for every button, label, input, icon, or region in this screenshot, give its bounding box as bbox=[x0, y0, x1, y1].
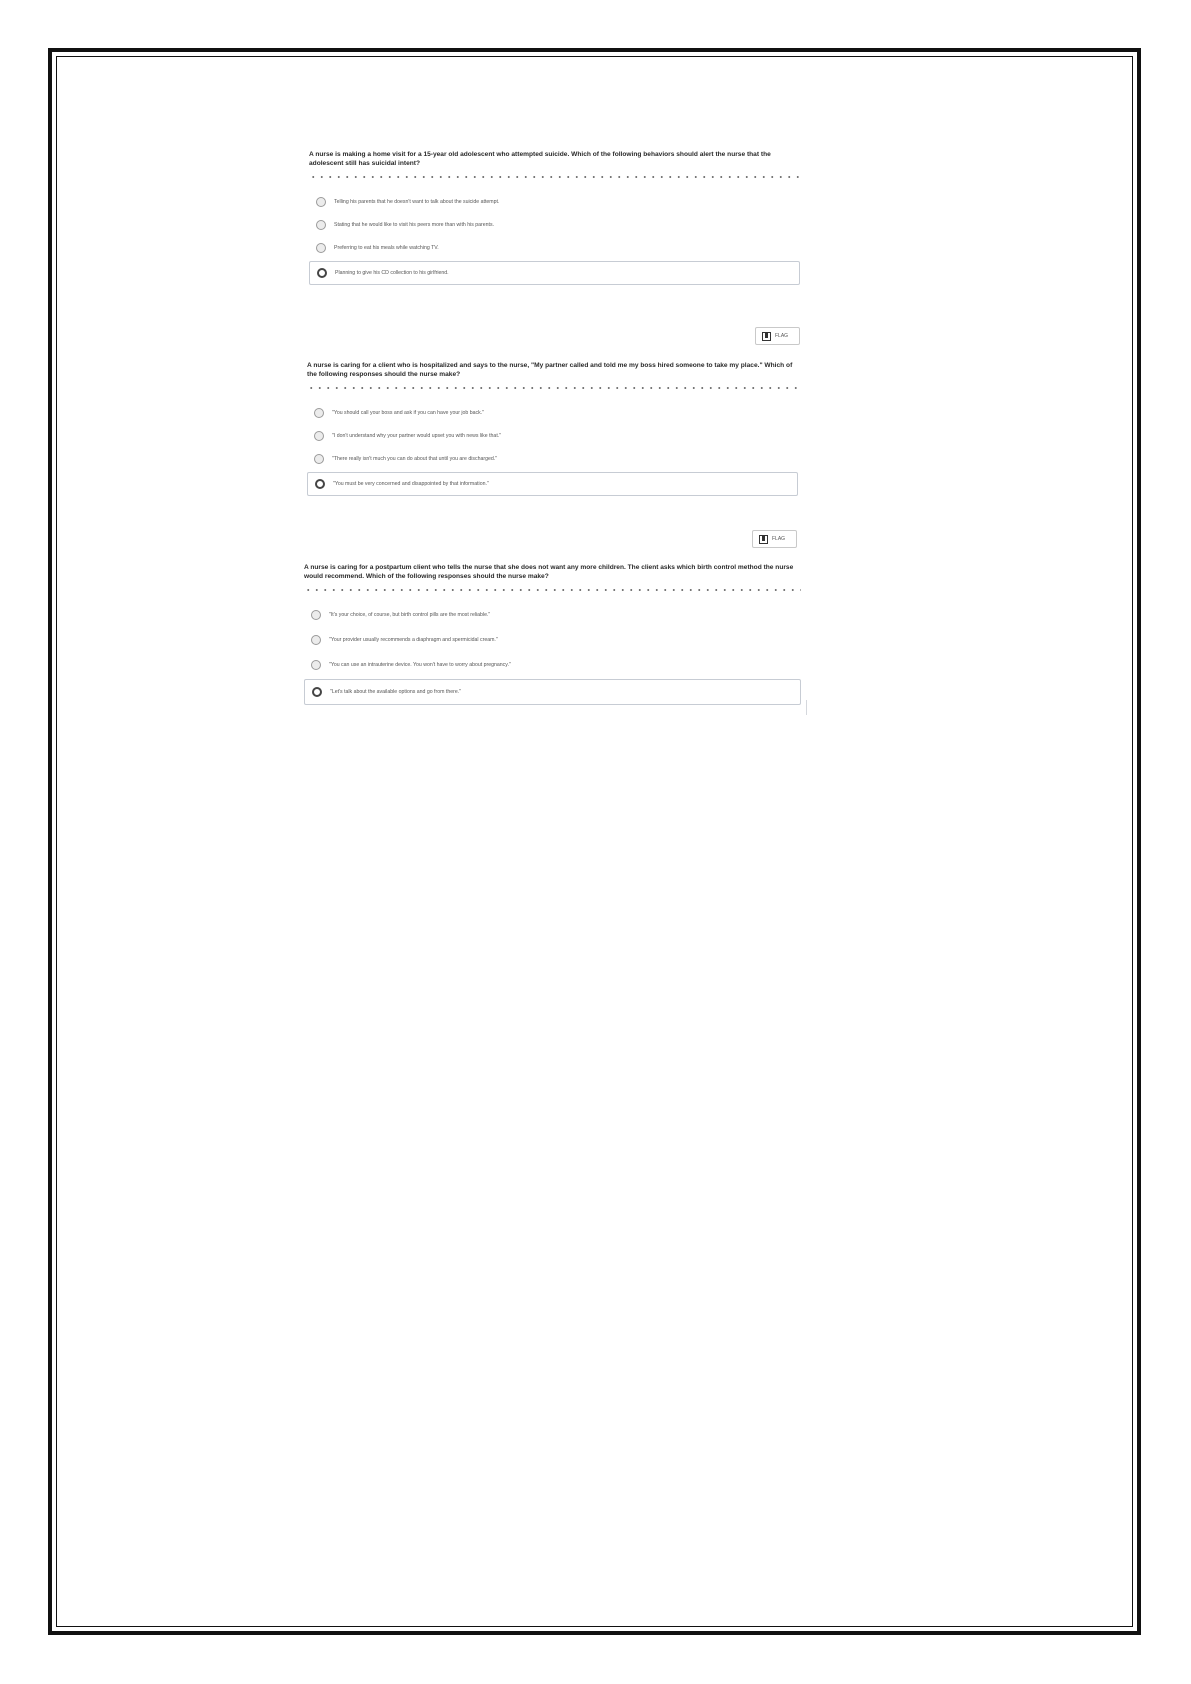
option-label: "It's your choice, of course, but birth control pills are the most reliable." bbox=[329, 612, 491, 619]
option-label: Planning to give his CD collection to his girlfriend. bbox=[335, 270, 449, 277]
question-1-option-3[interactable] bbox=[309, 238, 800, 258]
question-3-option-1[interactable] bbox=[304, 605, 801, 625]
flag-label: FLAG bbox=[775, 333, 789, 339]
question-3-option-3[interactable] bbox=[304, 655, 801, 675]
bookmark-flag-icon bbox=[762, 332, 771, 341]
question-2-option-2[interactable] bbox=[307, 426, 798, 446]
radio-button-icon[interactable] bbox=[316, 243, 326, 253]
option-label: Stating that he would like to visit his peers more than with his parents. bbox=[334, 222, 495, 229]
question-3-text: A nurse is caring for a postpartum client who tells the nurse that she does not want any more children. The client asks which birth control method the nurse would recommend. Which of the following responses should the nurse make? bbox=[304, 564, 794, 580]
question-1-option-4[interactable] bbox=[309, 261, 800, 285]
page-border-inner bbox=[56, 56, 1133, 1627]
radio-button-icon[interactable] bbox=[314, 408, 324, 418]
flag-button[interactable] bbox=[752, 530, 797, 548]
radio-button-icon[interactable] bbox=[316, 220, 326, 230]
question-2-option-4[interactable] bbox=[307, 472, 798, 496]
option-label: "You must be very concerned and disappointed by that information." bbox=[333, 481, 489, 488]
radio-button-selected-icon[interactable] bbox=[315, 479, 325, 489]
bookmark-flag-icon bbox=[759, 535, 768, 544]
question-3 bbox=[304, 564, 801, 705]
option-label: "I don't understand why your partner would upset you with news like that." bbox=[332, 433, 502, 440]
option-label: Preferring to eat his meals while watching TV. bbox=[334, 245, 439, 252]
radio-button-icon[interactable] bbox=[314, 431, 324, 441]
option-label: Telling his parents that he doesn't want to talk about the suicide attempt. bbox=[334, 199, 500, 206]
option-label: "You should call your boss and ask if you can have your job back." bbox=[332, 410, 485, 417]
radio-button-icon[interactable] bbox=[311, 635, 321, 645]
option-label: "There really isn't much you can do about that until you are discharged." bbox=[332, 456, 498, 463]
question-2-option-1[interactable] bbox=[307, 403, 798, 423]
option-label: "Let's talk about the available options and go from there." bbox=[330, 689, 461, 696]
radio-button-icon[interactable] bbox=[311, 610, 321, 620]
radio-button-icon[interactable] bbox=[314, 454, 324, 464]
question-2-text: A nurse is caring for a client who is hospitalized and says to the nurse, "My partner called and told me my boss hired someone to take my place." Which of the following responses should the nurse make? bbox=[307, 362, 793, 378]
radio-button-icon[interactable] bbox=[316, 197, 326, 207]
question-1-option-2[interactable] bbox=[309, 215, 800, 235]
flag-label: FLAG bbox=[772, 536, 786, 542]
radio-button-icon[interactable] bbox=[311, 660, 321, 670]
question-3-option-4[interactable] bbox=[304, 679, 801, 705]
panel-right-edge bbox=[806, 700, 807, 715]
option-label: "You can use an intrauterine device. You won't have to worry about pregnancy." bbox=[329, 662, 511, 669]
question-2 bbox=[307, 362, 798, 496]
option-label: "Your provider usually recommends a diaphragm and spermicidal cream." bbox=[329, 637, 498, 644]
question-1 bbox=[309, 151, 800, 285]
question-3-option-2[interactable] bbox=[304, 630, 801, 650]
radio-button-selected-icon[interactable] bbox=[317, 268, 327, 278]
radio-button-selected-icon[interactable] bbox=[312, 687, 322, 697]
question-1-option-1[interactable] bbox=[309, 192, 800, 212]
question-1-text: A nurse is making a home visit for a 15-year old adolescent who attempted suicide. Which of the following behaviors should alert the nurse that the adolescent still has suicidal intent? bbox=[309, 151, 771, 167]
question-2-option-3[interactable] bbox=[307, 449, 798, 469]
flag-button[interactable] bbox=[755, 327, 800, 345]
